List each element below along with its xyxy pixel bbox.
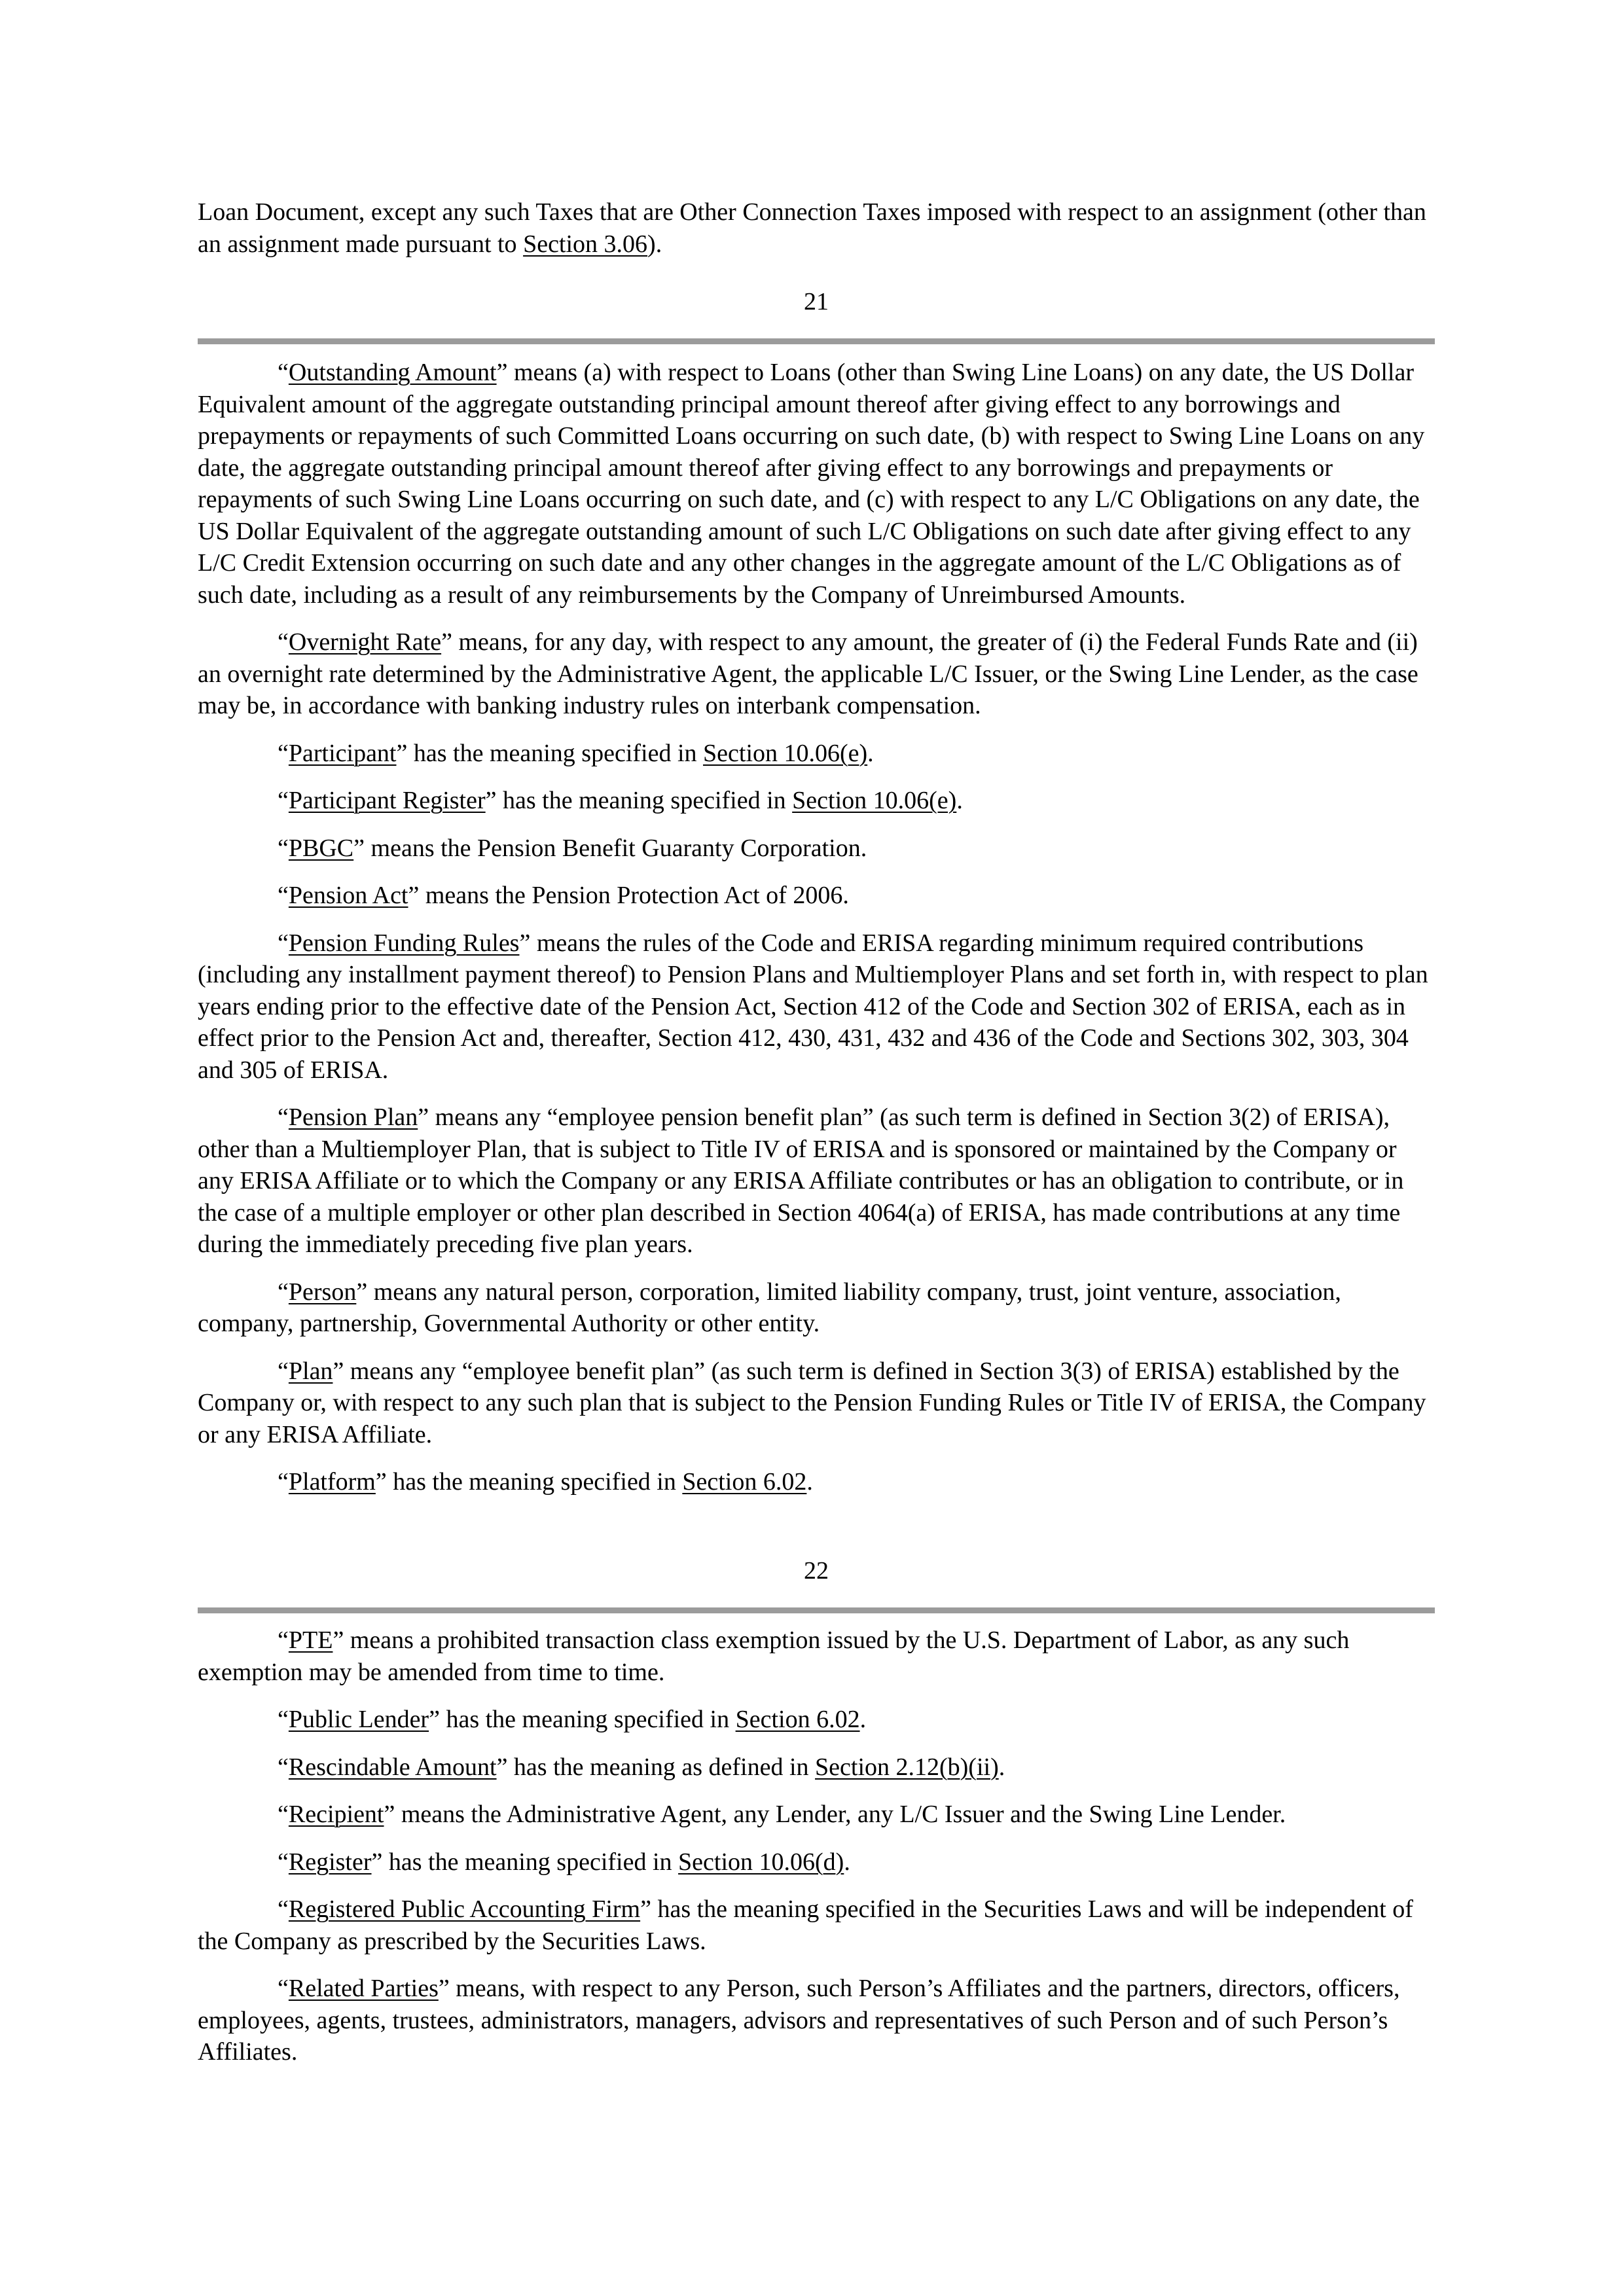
definition-text: ” means, for any day, with respect to any amount, the greater of (i) the Federal Funds Rate and (ii) an overnight rate determined by the Administrative Agent, the applicable L/C Issuer, or the Swing Line Lender, as the case may be, in accordance with banking industry rules on interbank compensation. bbox=[198, 628, 1418, 719]
definition-text-end: . bbox=[859, 1706, 867, 1733]
definition-paragraph: “Public Lender” has the meaning specified in Section 6.02. bbox=[278, 1706, 867, 1733]
definition-text-end: . bbox=[956, 787, 963, 814]
defined-term: Registered Public Accounting Firm bbox=[288, 1895, 641, 1923]
definition-text: ” has the meaning specified in bbox=[375, 1468, 683, 1496]
defined-term: PBGC bbox=[288, 834, 354, 862]
defined-term: Public Lender bbox=[288, 1706, 429, 1733]
page-divider bbox=[198, 338, 1435, 344]
definition-text: ” means the Pension Benefit Guaranty Corporation. bbox=[353, 834, 867, 862]
definition-paragraph: “PTE” means a prohibited transaction class exemption issued by the U.S. Department of Labor, as any such exemption may be amended from time to time. bbox=[198, 1626, 1350, 1686]
definition-text: ” means the Administrative Agent, any Lender, any L/C Issuer and the Swing Line Lender. bbox=[384, 1801, 1286, 1828]
defined-term: Pension Plan bbox=[288, 1103, 418, 1131]
definition-paragraph: “Plan” means any “employee benefit plan” (as such term is defined in Section 3(3) of ERISA) established by the Company or, with respect to any such plan that is subject to the Pension Funding Rules or Title IV of ERISA, the Company or any ERISA Affiliate. bbox=[198, 1357, 1426, 1448]
defined-term: Recipient bbox=[288, 1801, 384, 1828]
definition-text: ” means the rules of the Code and ERISA regarding minimum required contributions (including any installment payment thereof) to Pension Plans and Multiemployer Plans and set forth in, with respect to plan years ending prior to the effective date of the Pension Act, Section 412 of the Code and Section 302 of ERISA, each as in effect prior to the Pension Act and, thereafter, Section 412, 430, 431, 432 and 436 of the Code and Sections 302, 303, 304 and 305 of ERISA. bbox=[198, 929, 1428, 1084]
definition-paragraph: “Outstanding Amount” means (a) with respect to Loans (other than Swing Line Loans) on any date, the US Dollar Equivalent amount of the aggregate outstanding principal amount thereof after giving effect to any borrowings and prepayments or repayments of such Committed Loans occurring on such date, (b) with respect to Swing Line Loans on any date, the aggregate outstanding principal amount thereof after giving effect to any borrowings and prepayments or repayments of such Swing Line Loans occurring on such date, and (c) with respect to any L/C Obligations on any date, the US Dollar Equivalent of the aggregate outstanding amount of such L/C Obligations on such date after giving effect to any L/C Credit Extension occurring on such date and any other changes in the aggregate amount of the L/C Obligations as of such date, including as a result of any reimbursements by the Company of Unreimbursed Amounts. bbox=[198, 359, 1425, 609]
defined-term: Pension Funding Rules bbox=[288, 929, 520, 957]
definition-text: ” has the meaning specified in bbox=[485, 787, 793, 814]
definitions-block bbox=[198, 357, 1435, 1514]
definition-text: ” means the Pension Protection Act of 2006. bbox=[408, 882, 849, 909]
definition-paragraph: “Rescindable Amount” has the meaning as defined in Section 2.12(b)(ii). bbox=[278, 1753, 1005, 1781]
defined-term: Related Parties bbox=[288, 1975, 439, 2002]
defined-term: Platform bbox=[288, 1468, 376, 1496]
definition-paragraph: “Participant” has the meaning specified in Section 10.06(e). bbox=[278, 739, 874, 767]
intro-text-end: ). bbox=[647, 230, 662, 258]
section-reference: Section 6.02 bbox=[735, 1706, 860, 1733]
definition-text: ” has the meaning specified in bbox=[371, 1848, 679, 1876]
section-reference: Section 10.06(e) bbox=[703, 739, 868, 767]
intro-paragraph bbox=[198, 196, 1435, 260]
definition-paragraph: “Participant Register” has the meaning specified in Section 10.06(e). bbox=[278, 787, 963, 814]
definition-paragraph: “Person” means any natural person, corporation, limited liability company, trust, joint venture, association, company, partnership, Governmental Authority or other entity. bbox=[198, 1278, 1341, 1337]
section-reference: Section 6.02 bbox=[682, 1468, 807, 1496]
page-number: 22 bbox=[804, 1557, 829, 1585]
definition-paragraph: “Register” has the meaning specified in Section 10.06(d). bbox=[278, 1848, 850, 1876]
defined-term: Overnight Rate bbox=[288, 628, 442, 656]
defined-term: Person bbox=[288, 1278, 357, 1306]
definition-text-end: . bbox=[998, 1753, 1005, 1781]
section-reference: Section 2.12(b)(ii) bbox=[815, 1753, 999, 1781]
section-reference: Section 10.06(e) bbox=[792, 787, 957, 814]
definition-text: ” means any “employee benefit plan” (as such term is defined in Section 3(3) of ERISA) established by the Company or, with respect to any such plan that is subject to the Pension Funding Rules or Title IV of ERISA, the Company or any ERISA Affiliate. bbox=[198, 1357, 1426, 1448]
defined-term: Plan bbox=[288, 1357, 333, 1385]
defined-term: Participant bbox=[288, 739, 397, 767]
definition-text: ” means, with respect to any Person, such Person’s Affiliates and the partners, directors, officers, employees, agents, trustees, administrators, managers, advisors and representatives of such Person and of such Person’s Affiliates. bbox=[198, 1975, 1400, 2066]
defined-term: Rescindable Amount bbox=[288, 1753, 497, 1781]
definition-paragraph: “Registered Public Accounting Firm” has the meaning specified in the Securities Laws and will be independent of the Company as prescribed by the Securities Laws. bbox=[198, 1895, 1413, 1955]
definition-text: ” has the meaning specified in the Securities Laws and will be independent of the Company as prescribed by the Securities Laws. bbox=[198, 1895, 1413, 1955]
defined-term: Participant Register bbox=[288, 787, 486, 814]
definition-text: ” means any natural person, corporation, limited liability company, trust, joint venture, association, company, partnership, Governmental Authority or other entity. bbox=[198, 1278, 1341, 1337]
defined-term: Pension Act bbox=[288, 882, 408, 909]
definition-paragraph: “Recipient” means the Administrative Agent, any Lender, any L/C Issuer and the Swing Line Lender. bbox=[278, 1801, 1286, 1828]
defined-term: Register bbox=[288, 1848, 372, 1876]
defined-term: PTE bbox=[288, 1626, 333, 1654]
definition-paragraph: “Pension Plan” means any “employee pension benefit plan” (as such term is defined in Section 3(2) of ERISA), other than a Multiemployer Plan, that is subject to Title IV of ERISA and is sponsored or maintained by the Company or any ERISA Affiliate or to which the Company or any ERISA Affiliate contributes or has an obligation to contribute, or in the case of a multiple employer or other plan described in Section 4064(a) of ERISA, has made contributions at any time during the immediately preceding five plan years. bbox=[198, 1103, 1404, 1258]
page-divider bbox=[198, 1607, 1435, 1613]
definition-paragraph: “Related Parties” means, with respect to any Person, such Person’s Affiliates and the partners, directors, officers, employees, agents, trustees, administrators, managers, advisors and representatives of such Person and of such Person’s Affiliates. bbox=[198, 1975, 1400, 2066]
section-reference: Section 3.06 bbox=[523, 230, 648, 258]
definition-text: ” has the meaning as defined in bbox=[496, 1753, 816, 1781]
section-reference: Section 10.06(d) bbox=[678, 1848, 844, 1876]
definition-text: ” has the meaning specified in bbox=[429, 1706, 736, 1733]
definitions-block bbox=[198, 1624, 1435, 2084]
defined-term: Outstanding Amount bbox=[288, 359, 497, 386]
definition-text: ” means a prohibited transaction class exemption issued by the U.S. Department of Labor, as any such exemption may be amended from time to time. bbox=[198, 1626, 1350, 1686]
definition-paragraph: “Overnight Rate” means, for any day, with respect to any amount, the greater of (i) the Federal Funds Rate and (ii) an overnight rate determined by the Administrative Agent, the applicable L/C Issuer, or the Swing Line Lender, as the case may be, in accordance with banking industry rules on interbank compensation. bbox=[198, 628, 1418, 719]
definition-text: ” means (a) with respect to Loans (other than Swing Line Loans) on any date, the US Dollar Equivalent amount of the aggregate outstanding principal amount thereof after giving effect to any borrowings and prepayments or repayments of such Committed Loans occurring on such date, (b) with respect to Swing Line Loans on any date, the aggregate outstanding principal amount thereof after giving effect to any borrowings and prepayments or repayments of such Swing Line Loans occurring on such date, and (c) with respect to any L/C Obligations on any date, the US Dollar Equivalent of the aggregate outstanding amount of such L/C Obligations on such date after giving effect to any L/C Credit Extension occurring on such date and any other changes in the aggregate amount of the L/C Obligations as of such date, including as a result of any reimbursements by the Company of Unreimbursed Amounts. bbox=[198, 359, 1425, 609]
definition-text-end: . bbox=[867, 739, 874, 767]
definition-text-end: . bbox=[806, 1468, 813, 1496]
intro-text: Loan Document, except any such Taxes that are Other Connection Taxes imposed with respect to an assignment (other than an assignment made pursuant to bbox=[198, 198, 1426, 258]
definition-paragraph: “Pension Act” means the Pension Protection Act of 2006. bbox=[278, 882, 849, 909]
definition-text-end: . bbox=[844, 1848, 850, 1876]
definition-text: ” means any “employee pension benefit plan” (as such term is defined in Section 3(2) of ERISA), other than a Multiemployer Plan, that is subject to Title IV of ERISA and is sponsored or maintained by the Company or any ERISA Affiliate or to which the Company or any ERISA Affiliate contributes or has an obligation to contribute, or in the case of a multiple employer or other plan described in Section 4064(a) of ERISA, has made contributions at any time during the immediately preceding five plan years. bbox=[198, 1103, 1404, 1258]
definition-paragraph: “Pension Funding Rules” means the rules of the Code and ERISA regarding minimum required contributions (including any installment payment thereof) to Pension Plans and Multiemployer Plans and set forth in, with respect to plan years ending prior to the effective date of the Pension Act, Section 412 of the Code and Section 302 of ERISA, each as in effect prior to the Pension Act and, thereafter, Section 412, 430, 431, 432 and 436 of the Code and Sections 302, 303, 304 and 305 of ERISA. bbox=[198, 929, 1428, 1084]
definition-paragraph: “PBGC” means the Pension Benefit Guaranty Corporation. bbox=[278, 834, 867, 862]
page-number: 21 bbox=[804, 288, 829, 315]
definition-text: ” has the meaning specified in bbox=[396, 739, 704, 767]
definition-paragraph: “Platform” has the meaning specified in Section 6.02. bbox=[278, 1468, 813, 1496]
